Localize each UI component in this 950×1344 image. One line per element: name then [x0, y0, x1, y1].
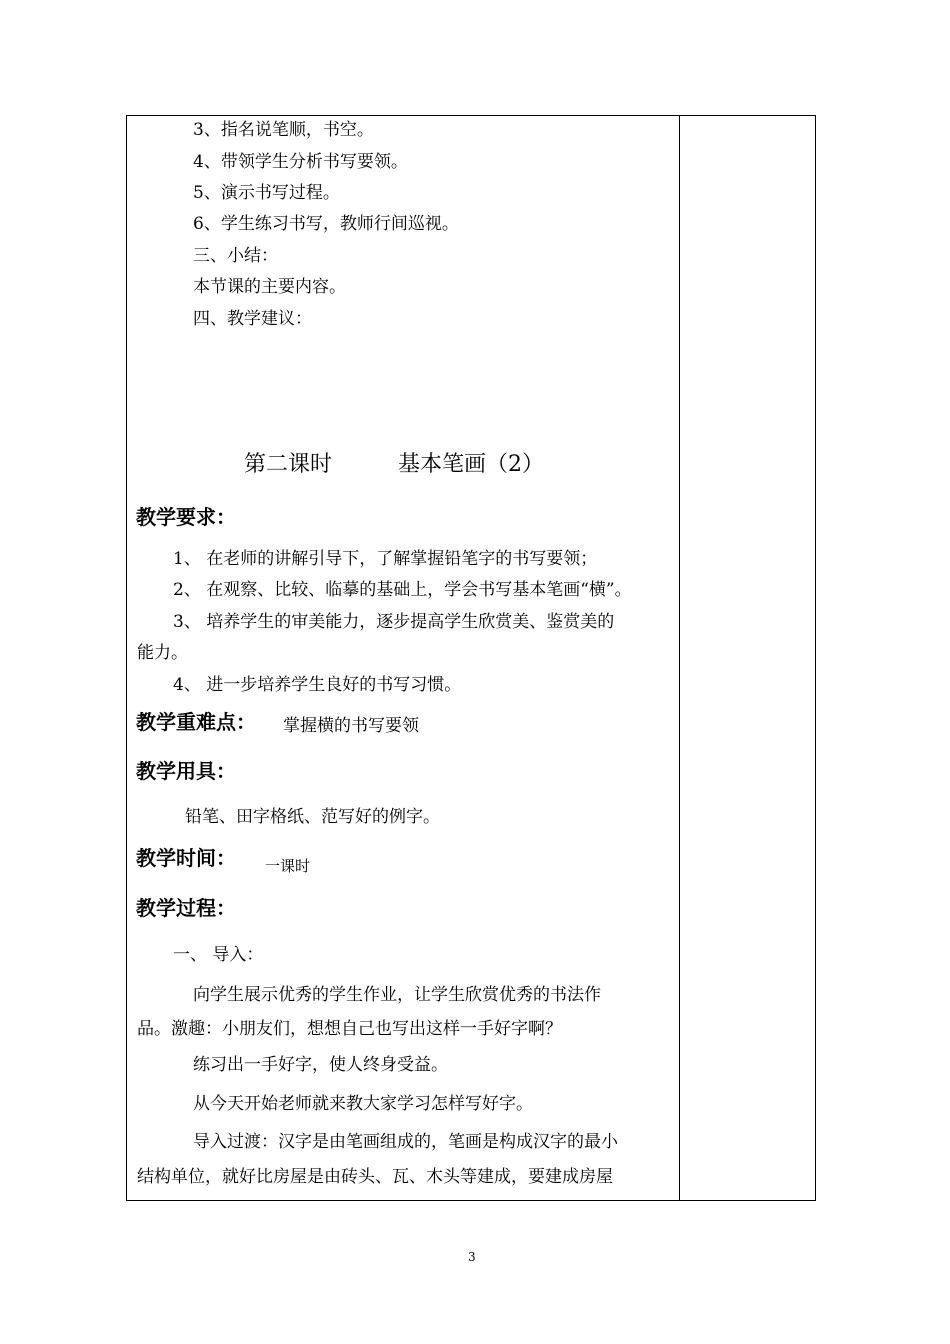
process-line: 导入过渡：汉字是由笔画组成的，笔画是构成汉字的最小	[193, 1132, 618, 1152]
top-item: 四、教学建议：	[193, 309, 312, 329]
top-item: 三、小结：	[193, 246, 278, 266]
requirement-item: 3、 培养学生的审美能力，逐步提高学生欣赏美、鉴赏美的	[173, 612, 615, 632]
key-points-value: 掌握横的书写要领	[283, 716, 419, 736]
key-points-heading: 教学重难点：	[136, 710, 256, 734]
column-divider	[679, 115, 680, 1201]
top-item: 6、学生练习书写，教师行间巡视。	[193, 214, 459, 234]
requirement-item: 2、 在观察、比较、临摹的基础上，学会书写基本笔画“横”。	[173, 580, 632, 600]
top-item: 3、指名说笔顺，书空。	[193, 120, 374, 140]
time-value: 一课时	[265, 857, 311, 875]
process-line: 从今天开始老师就来教大家学习怎样写好字。	[193, 1094, 533, 1114]
process-line: 向学生展示优秀的学生作业，让学生欣赏优秀的书法作	[193, 985, 601, 1005]
process-line: 品。激趣：小朋友们，想想自己也写出这样一手好字啊？	[137, 1019, 562, 1039]
top-item: 5、演示书写过程。	[193, 183, 340, 203]
time-heading: 教学时间：	[136, 846, 236, 870]
lesson-topic: 基本笔画（2）	[398, 452, 544, 477]
lesson-period: 第二课时	[244, 452, 333, 477]
requirement-item: 能力。	[137, 643, 188, 663]
tools-heading: 教学用具：	[136, 759, 236, 783]
process-heading: 教学过程：	[136, 896, 236, 920]
top-item: 本节课的主要内容。	[193, 277, 346, 297]
process-line: 结构单位，就好比房屋是由砖头、瓦、木头等建成，要建成房屋	[137, 1167, 613, 1187]
requirements-heading: 教学要求：	[136, 505, 236, 529]
requirement-item: 1、 在老师的讲解引导下，了解掌握铅笔字的书写要领；	[173, 549, 598, 569]
page-number: 3	[468, 1250, 476, 1264]
process-line: 一、 导入：	[173, 945, 264, 965]
tools-value: 铅笔、田字格纸、范写好的例字。	[185, 807, 440, 827]
top-item: 4、带领学生分析书写要领。	[193, 152, 408, 172]
requirement-item: 4、 进一步培养学生良好的书写习惯。	[173, 675, 462, 695]
process-line: 练习出一手好字，使人终身受益。	[193, 1055, 448, 1075]
